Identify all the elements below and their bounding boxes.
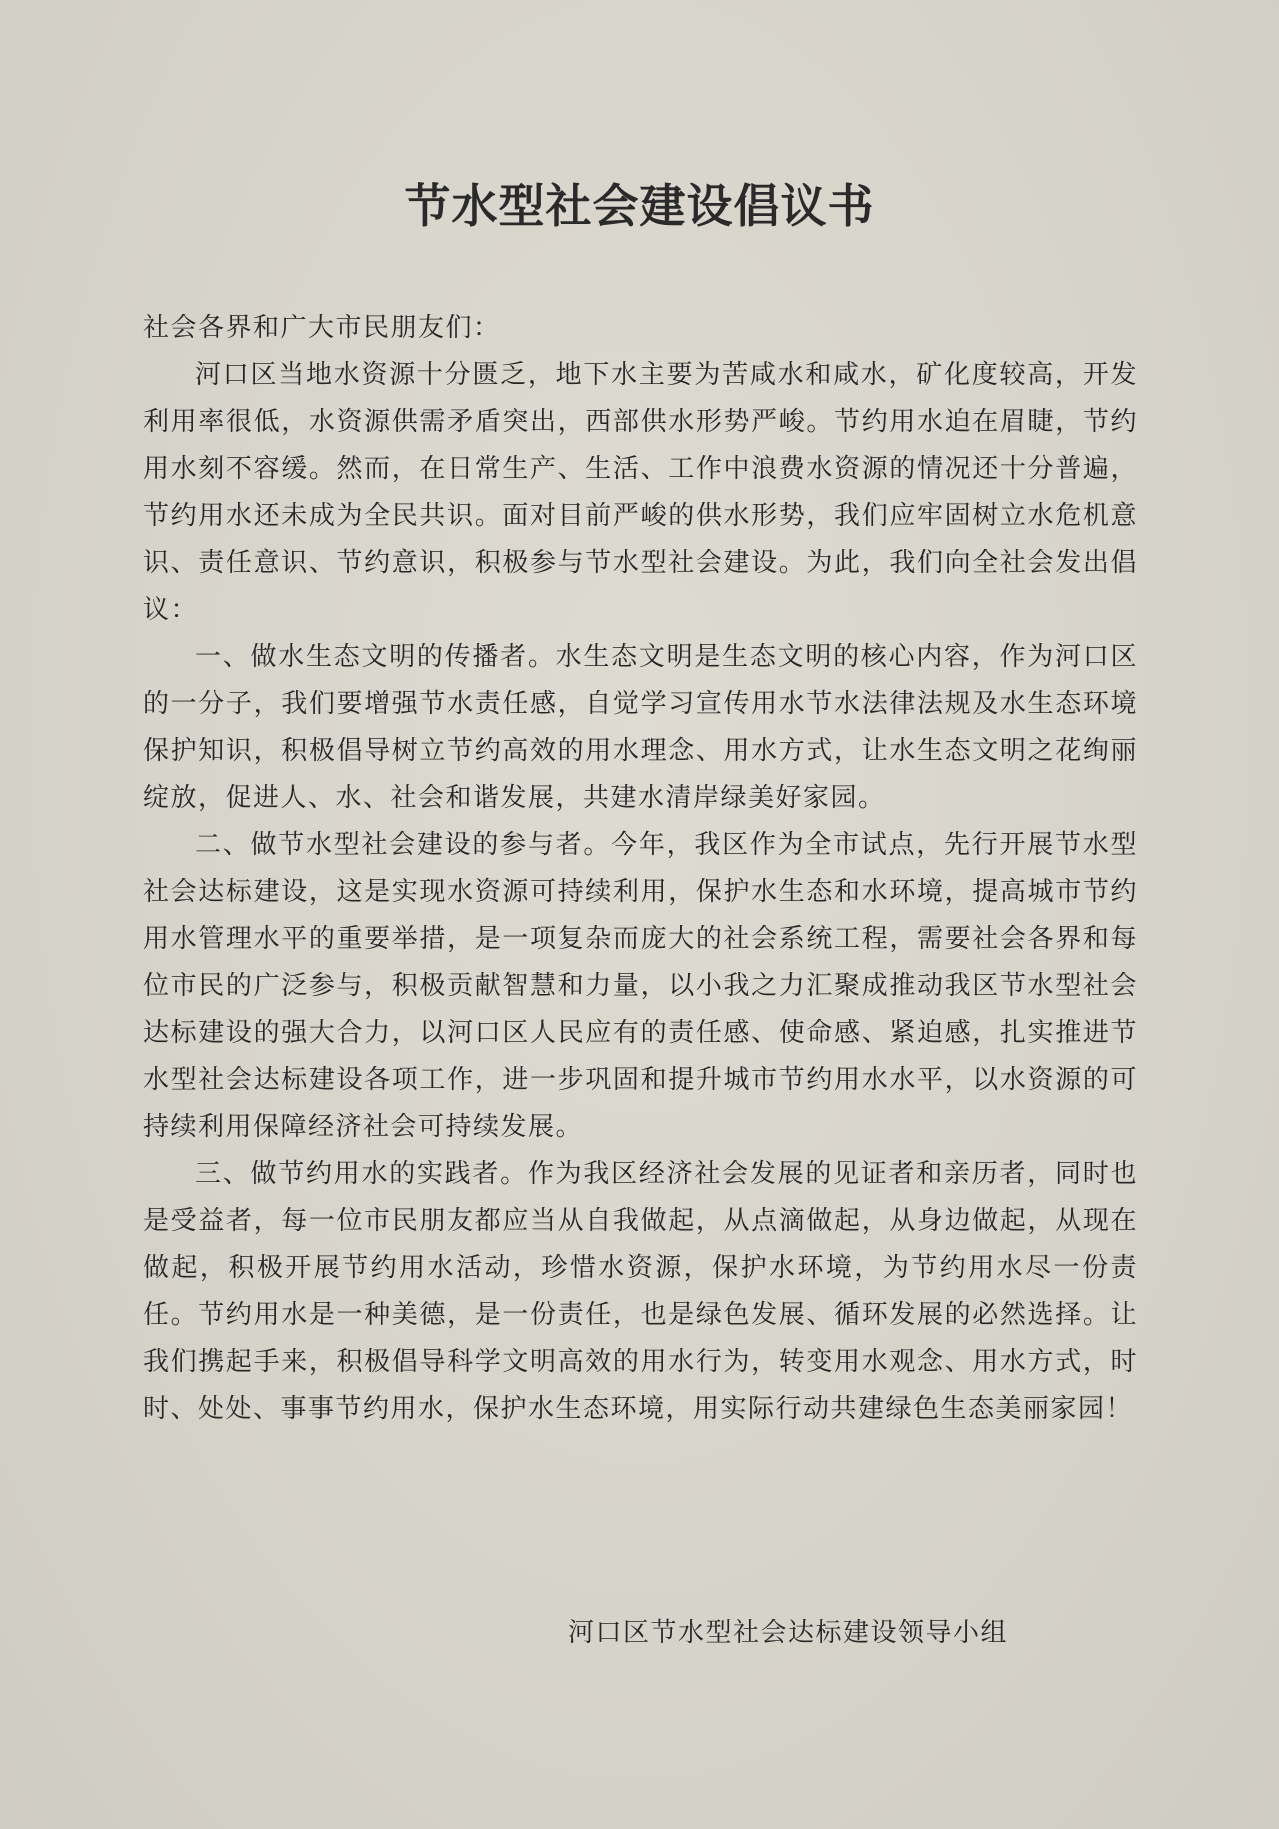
paragraph-intro: 河口区当地水资源十分匮乏，地下水主要为苦咸水和咸水，矿化度较高，开发利用率很低，水资源供需矛盾突出，西部供水形势严峻。节约用水迫在眉睫，节约用水刻不容缓。然而，在日常生产、生活、工作中浪费水资源的情况还十分普遍，节约用水还未成为全民共识。面对目前严峻的供水形势，我们应牢固树立水危机意识、责任意识、节约意识，积极参与节水型社会建设。为此，我们向全社会发出倡议： (143, 360, 1138, 625)
salutation: 社会各界和广大市民朋友们： (143, 313, 501, 343)
paragraph-point-one: 一、做水生态文明的传播者。水生态文明是生态文明的核心内容，作为河口区的一分子，我们要增强节水责任感，自觉学习宣传用水节水法律法规及水生态环境保护知识，积极倡导树立节约高效的用水理念、用水方式，让水生态文明之花绚丽绽放，促进人、水、社会和谐发展，共建水清岸绿美好家园。 (143, 642, 1138, 813)
signature: 河口区节水型社会达标建设领导小组 (568, 1618, 1009, 1648)
paragraph-point-two: 二、做节水型社会建设的参与者。今年，我区作为全市试点，先行开展节水型社会达标建设，这是实现水资源可持续利用，保护水生态和水环境，提高城市节约用水管理水平的重要举措，是一项复杂而庞大的社会系统工程，需要社会各界和每位市民的广泛参与，积极贡献智慧和力量，以小我之力汇聚成推动我区节水型社会达标建设的强大合力，以河口区人民应有的责任感、使命感、紧迫感，扎实推进节水型社会达标建设各项工作，进一步巩固和提升城市节约用水水平，以水资源的可持续利用保障经济社会可持续发展。 (143, 830, 1138, 1142)
document-title: 节水型社会建设倡议书 (404, 179, 875, 233)
document-body (143, 305, 1138, 1433)
paragraph-point-three: 三、做节约用水的实践者。作为我区经济社会发展的见证者和亲历者，同时也是受益者，每一位市民朋友都应当从自我做起，从点滴做起，从身边做起，从现在做起，积极开展节约用水活动，珍惜水资源，保护水环境，为节约用水尽一份责任。节约用水是一种美德，是一份责任，也是绿色发展、循环发展的必然选择。让我们携起手来，积极倡导科学文明高效的用水行为，转变用水观念、用水方式，时时、处处、事事节约用水，保护水生态环境，用实际行动共建绿色生态美丽家园！ (143, 1159, 1138, 1424)
